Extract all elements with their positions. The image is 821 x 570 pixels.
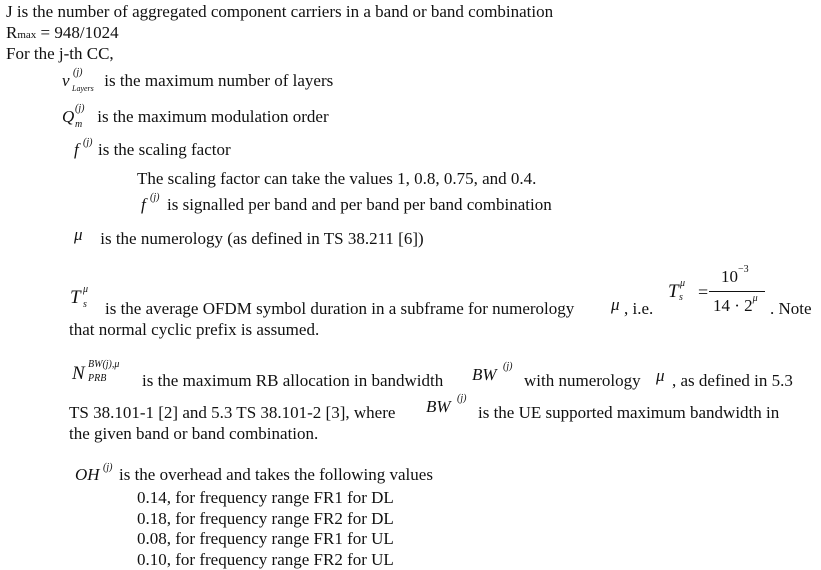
oh-value-1: 0.14, for frequency range FR1 for DL	[137, 488, 394, 507]
ts-desc: is the average OFDM symbol duration in a subframe for numerology	[105, 299, 575, 318]
ts-eq-symbol	[668, 278, 692, 303]
ts-eq-sign: =	[698, 282, 709, 302]
ts-mu: μ	[611, 295, 620, 314]
rmax-line	[6, 24, 119, 41]
oh-line	[75, 462, 433, 484]
ts-letter: T	[70, 287, 81, 308]
ts-superscript: μ	[83, 284, 89, 295]
rmax-subscript: max	[17, 29, 37, 41]
q-mod-line	[62, 103, 329, 130]
oh-value-3: 0.08, for frequency range FR1 for UL	[137, 529, 394, 548]
ts-eq-subscript: s	[679, 292, 683, 303]
j-definition: J is the number of aggregated component carriers in a band or band combination	[6, 2, 554, 21]
q-mod-symbol	[62, 103, 93, 130]
v-subscript: Layers	[72, 84, 94, 93]
oh-symbol	[75, 462, 113, 484]
ts-ie: , i.e.	[624, 299, 654, 318]
ts-eq-letter: T	[668, 281, 679, 302]
ts-subscript: s	[83, 299, 87, 310]
oh-superscript: (j)	[103, 462, 113, 473]
oh-value-2: 0.18, for frequency range FR2 for DL	[137, 509, 394, 528]
mu-line	[74, 225, 424, 248]
bw2-superscript: (j)	[457, 393, 467, 404]
oh-value-4: 0.10, for frequency range FR2 for UL	[137, 550, 394, 569]
rmax-value: = 948/1024	[40, 23, 119, 42]
v-layers-desc: is the maximum number of layers	[104, 71, 334, 90]
f2-superscript: (j)	[150, 192, 160, 203]
f-scaling-line	[74, 137, 231, 159]
f-scaling-desc: is the scaling factor	[98, 140, 231, 159]
nprb-bw2	[426, 393, 476, 416]
q-subscript: m	[75, 119, 83, 130]
v-layers-symbol	[62, 67, 100, 93]
nprb-with-num: with numerology	[524, 371, 641, 390]
mu-symbol: μ	[74, 225, 83, 244]
q-superscript: (j)	[75, 103, 85, 114]
f-values-line: The scaling factor can take the values 1, 0.8, 0.75, and 0.4.	[137, 169, 537, 188]
nprb-letter: N	[72, 363, 85, 384]
f-superscript: (j)	[83, 137, 93, 148]
bw-letters: BW	[472, 365, 497, 384]
ts-note: . Note	[770, 299, 812, 318]
f-letter: f	[74, 140, 79, 159]
nprb-bw	[472, 361, 522, 384]
nprb-subscript: PRB	[88, 373, 107, 384]
ts-denominator	[713, 293, 758, 315]
ts-eq-superscript: μ	[680, 278, 686, 289]
bw2-letters: BW	[426, 397, 451, 416]
v-superscript: (j)	[73, 67, 83, 78]
mu-desc: is the numerology (as defined in TS 38.211 [6])	[100, 229, 424, 248]
fraction-bar	[709, 291, 765, 292]
nprb-line3: the given band or band combination.	[69, 424, 319, 443]
nprb-desc: is the maximum RB allocation in bandwidth	[142, 371, 444, 390]
nprb-defined: , as defined in 5.3	[672, 371, 793, 390]
nprb-line2b: is the UE supported maximum bandwidth in	[478, 403, 780, 422]
ts-line2: that normal cyclic prefix is assumed.	[69, 320, 320, 339]
q-letter: Q	[62, 107, 75, 126]
nprb-symbol	[72, 359, 142, 384]
f-signal-symbol	[141, 192, 167, 214]
ts-den-exp: μ	[752, 293, 758, 304]
f2-letter: f	[141, 195, 146, 214]
nprb-superscript: BW(j),μ	[88, 359, 120, 370]
v-layers-line	[62, 67, 334, 93]
bw-superscript: (j)	[503, 361, 513, 372]
nprb-line2a: TS 38.101-1 [2] and 5.3 TS 38.101-2 [3], where	[69, 403, 396, 422]
ts-numerator	[721, 264, 749, 286]
rmax-symbol: R	[6, 23, 18, 42]
ts-den-base: 14 · 2	[713, 296, 753, 315]
oh-letters: OH	[75, 465, 100, 484]
ts-symbol	[70, 284, 104, 310]
v-letter: v	[62, 71, 70, 90]
ts-num-base: 10	[721, 267, 738, 286]
oh-desc: is the overhead and takes the following values	[119, 465, 433, 484]
ts-num-exp: −3	[738, 264, 749, 275]
f-scaling-symbol	[74, 137, 98, 159]
f-signal-line	[141, 192, 552, 214]
q-mod-desc: is the maximum modulation order	[97, 107, 329, 126]
nprb-mu: μ	[656, 366, 665, 385]
jth-cc-line: For the j-th CC,	[6, 44, 114, 63]
f-signal-desc: is signalled per band and per band per band combination	[167, 195, 552, 214]
